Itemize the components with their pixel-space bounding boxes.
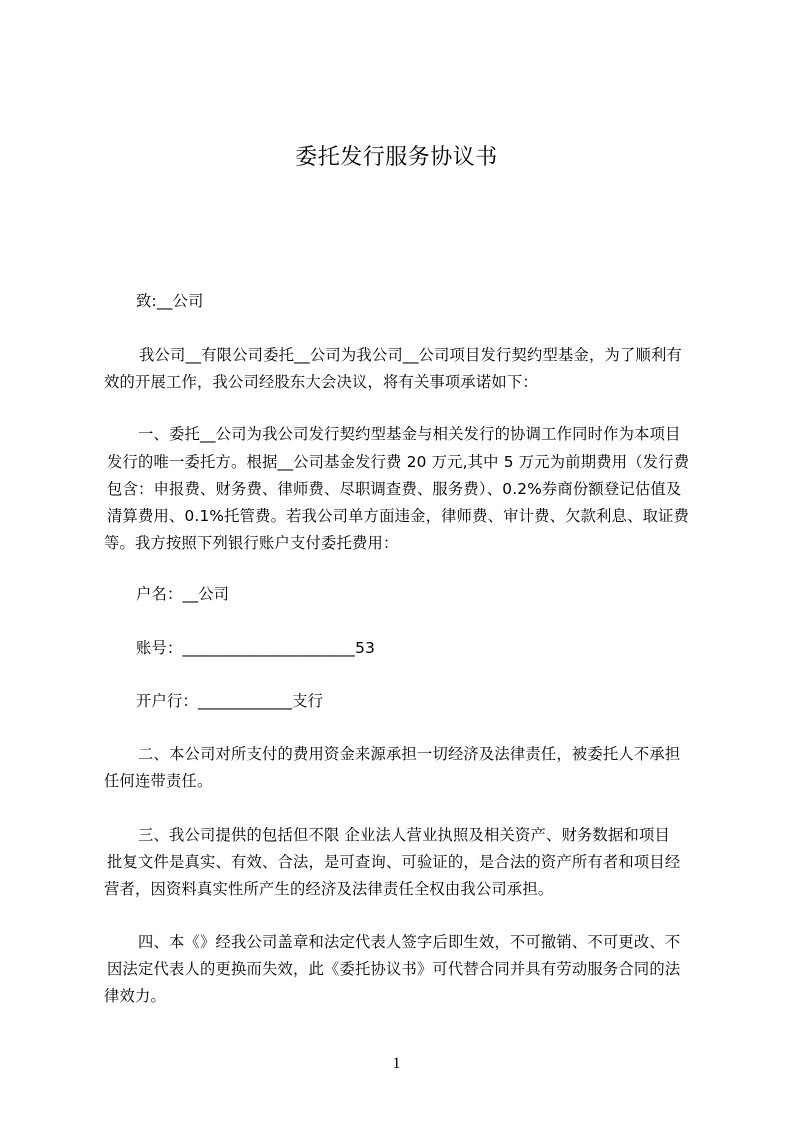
bank-branch: 开户行：____________支行 <box>136 692 324 710</box>
page-number: 1 <box>392 1055 401 1072</box>
clause4-line-3: 律效力。 <box>104 987 166 1005</box>
clause3-line-1: 三、我公司提供的包括但不限 企业法人营业执照及相关资产、财务数据和项目 <box>138 826 670 844</box>
clause1-line-3: 包含：申报费、财务费、律师费、尽职调查费、服务费）、0.2%券商份额登记估值及 <box>107 480 682 498</box>
clause1-line-5: 等。我方按照下列银行账户支付委托费用： <box>104 534 399 552</box>
clause2-line-2: 任何连带责任。 <box>104 772 213 790</box>
clause1-line-1: 一、委托__公司为我公司发行契约型基金与相关发行的协调工作同时作为本项目 <box>138 425 681 443</box>
clause1-line-2: 发行的唯一委托方。根据__公司基金发行费 20 万元,其中 5 万元为前期费用（发行费 <box>107 453 690 471</box>
intro-line-2: 效的开展工作，我公司经股东大会决议，将有关事项承诺如下： <box>104 373 538 391</box>
clause4-line-2: 因法定代表人的更换而失效，此《委托协议书》可代替合同并具有劳动服务合同的法 <box>107 960 681 978</box>
clause4-line-1: 四、本《》经我公司盖章和法定代表人签字后即生效，不可撤销、不可更改、不 <box>138 933 681 951</box>
clause3-line-3: 营者，因资料真实性所产生的经济及法律责任全权由我公司承担。 <box>104 880 554 898</box>
salutation: 致:__公司 <box>136 292 204 310</box>
clause1-line-4: 清算费用、0.1%托管费。若我公司单方面违金，律师费、审计费、欠款利息、取证费 <box>107 507 690 525</box>
bank-account-name: 户名：__公司 <box>136 585 230 603</box>
document-title: 委托发行服务协议书 <box>295 145 498 170</box>
clause3-line-2: 批复文件是真实、有效、合法，是可查询、可验证的，是合法的资产所有者和项目经 <box>107 853 681 871</box>
intro-line-1: 我公司__有限公司委托__公司为我公司__公司项目发行契约型基金，为了顺利有 <box>139 346 682 364</box>
clause2-line-1: 二、本公司对所支付的费用资金来源承担一切经济及法律责任，被委托人不承担 <box>138 745 681 763</box>
bank-account-number: 账号：______________________53 <box>136 639 376 657</box>
